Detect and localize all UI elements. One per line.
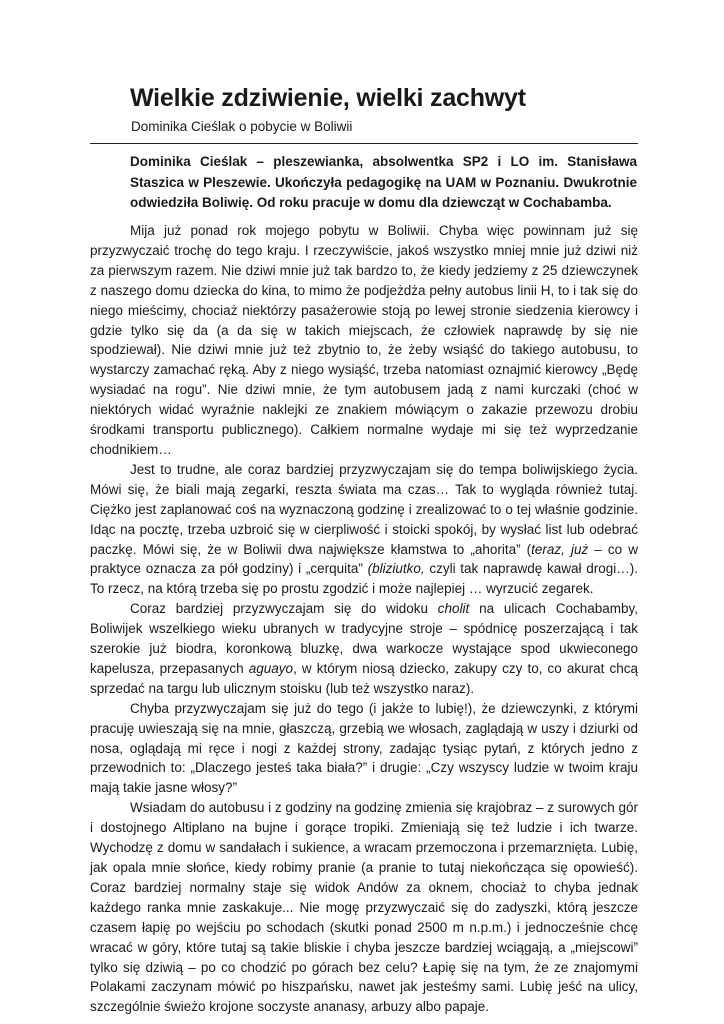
article-lead: Dominika Cieślak – pleszewianka, absolwentka SP2 i LO im. Stanisława Staszica w Pleszewie. Ukończyła pedagogikę na UAM w Poznaniu. Dwukrotnie odwiedziła Boliwię. Od roku pracuje w domu dla dziewcząt w Cochabamba. [130, 154, 637, 210]
article-body [90, 221, 638, 1017]
body-paragraph [90, 460, 638, 599]
body-paragraph [90, 221, 638, 460]
article-subtitle: Dominika Cieślak o pobycie w Boliwii [131, 119, 353, 134]
body-paragraph [90, 798, 638, 1017]
paragraph-text: czyli tak naprawdę kawał drogi…). To rzecz, na którą trzeba się po prostu zgodzić i może najlepiej … wyrzucić zegarek. [90, 561, 638, 597]
paragraph-text: na ulicach Cochabamby, Boliwijek wszelkiego wieku ubranych w tradycyjne stroje – spódnicę poszerzającą i tak szerokie już biodra, koronkową bluzkę, dwa warkocze wystające spod ukwieconego kapelusza, przepasanych [90, 601, 638, 676]
paragraph-text: Mija już ponad rok mojego pobytu w Boliwii. Chyba więc powinnam już się przyzwyczaić trochę do tego kraju. I rzeczywiście, jakoś wszystko mniej mnie już dziwi niż za pierwszym razem. Nie dziwi mnie już tak bardzo to, że kiedy jedziemy z 25 dziewczynek z naszego domu dziecka do kina, to mimo że podjeżdża pełny autobus linii H, to i tak się do niego mieścimy, chociaż niektórzy pasażerowie stoją po lewej stronie siedzenia kierowcy i gdzie tylko się da (a da się w takich miejscach, że człowiek naprawdę by się nie spodziewał). Nie dziwi mnie już też zbytnio to, że żeby wsiąść do takiego autobusu, to wystarczy zamachać ręką. Aby z niego wysiąść, trzeba natomiast oznajmić kierowcy „Będę wysiadać na rogu”. Nie dziwi mnie, że tym autobusem jadą z nami kurczaki (choć w niektórych widać wyraźnie naklejki ze znakiem mówiącym o zakazie przewozu drobiu środkami transportu publicznego). Całkiem normalne wydaje mi się też wyprzedzanie chodnikiem… [90, 223, 638, 457]
paragraph-text: Chyba przyzwyczajam się już do tego (i jakże to lubię!), że dziewczynki, z którymi pracuję uwieszają się na mnie, głaszczą, grzebią we włosach, zaglądają w uszy i dziurki od nosa, oglądają mi ręce i nogi z każdej strony, zadając tysiąc pytań, z których jedno z przewodnich to: „Dlaczego jesteś taka biała?” i drugie: „Czy wszyscy ludzie w twoim kraju mają takie jasne włosy?” [90, 700, 638, 796]
italic-text: cholit [437, 601, 470, 617]
body-paragraph [90, 599, 638, 699]
paragraph-text: , w którym niosą dziecko, zakupy czy to, co akurat chcą sprzedać na targu lub ulicznym stoisku (lub też wszystko naraz). [90, 660, 639, 696]
paragraph-text: – co w praktyce oznacza za pół godziny) i „cerquita” [90, 541, 638, 577]
paragraph-text: Wsiadam do autobusu i z godziny na godzinę zmienia się krajobraz – z surowych gór i dostojnego Altiplano na bujne i gorące tropiki. Zmieniają się też ludzie i ich twarze. Wychodzę z domu w sandałach i sukience, a wracam przemoczona i przemarznięta. Lubię, jak opala mnie słońce, kiedy robimy pranie (a pranie to tutaj niekończąca się opowieść). Coraz bardziej normalny staje się widok Andów za oknem, chociaż to chyba jednak każdego ranka mnie zaskakuje... Nie mogę przyzwyczaić się do zadyszki, którą jeszcze czasem łapię po wejściu po schodach (skutki ponad 2500 m n.p.m.) i jednocześnie chcę wracać w góry, które tutaj są takie bliskie i chyba jeszcze bardziej wciągają, a „miejscowi” tylko się dziwią – po co chodzić po górach bez celu? Łapię się na tym, że ze znajomymi Polakami zaczynam mówić po hiszpańsku, nawet jak jesteśmy sami. Lubię jeść na ulicy, szczególnie świeżo krojone soczyste ananasy, arbuzy albo papaje. [90, 800, 639, 1015]
paragraph-text: Coraz bardziej przyzwyczajam się do widoku [130, 601, 438, 617]
body-paragraph [90, 699, 638, 799]
paragraph-text: Jest to trudne, ale coraz bardziej przyzwyczajam się do tempa boliwijskiego życia. Mówi się, że biali mają zegarki, reszta świata ma czas… Tak to wygląda również tutaj. Ciężko jest zaplanować coś na wyznaczoną godzinę i zrealizować to o tej właśnie godzinie. Idąc na pocztę, trzeba uzbroić się w cierpliwość i stoicki spokój, by wysłać list lub odebrać paczkę. Mówi się, że w Boliwii dwa największe kłamstwa to „ahorita” ( [90, 461, 638, 557]
title-divider [90, 143, 638, 144]
italic-text: aguayo [248, 660, 294, 676]
italic-text: teraz, już [531, 541, 589, 557]
italic-text: (bliziutko, [367, 561, 425, 577]
article-title: Wielkie zdziwienie, wielki zachwyt [130, 84, 526, 112]
